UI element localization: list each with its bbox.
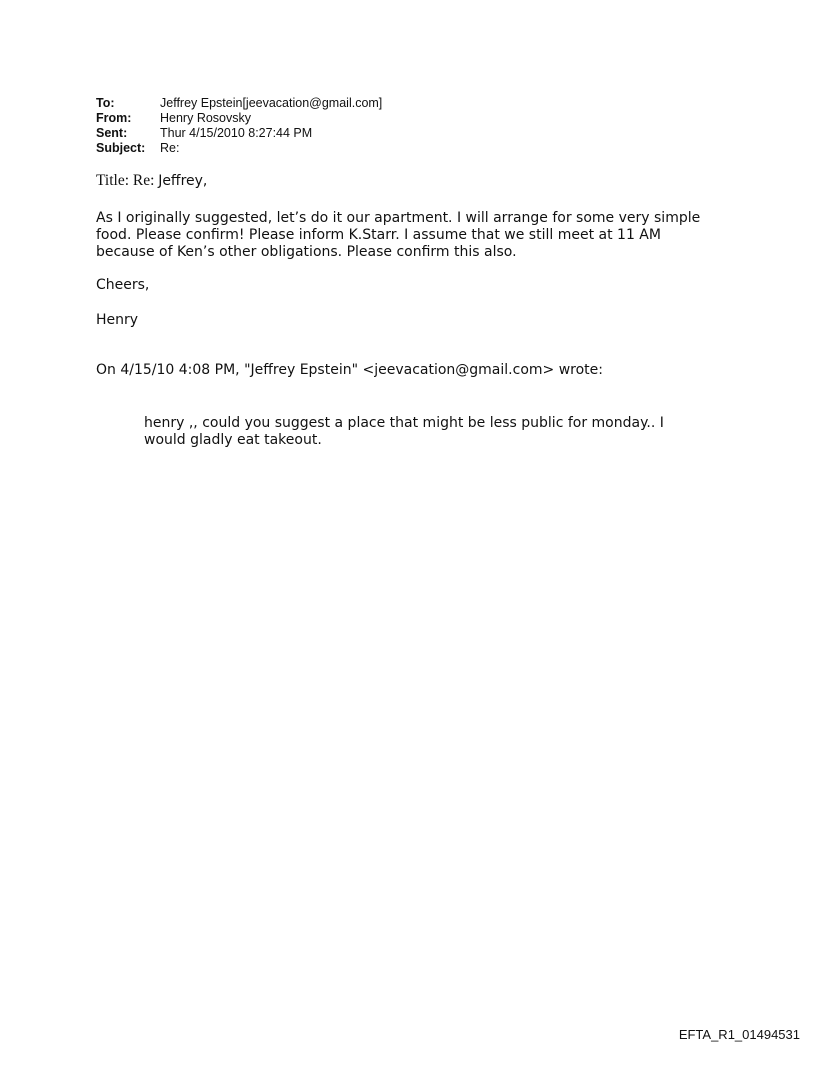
header-row-from <box>96 111 382 126</box>
header-row-subject <box>96 141 382 156</box>
message-signature: Henry <box>96 312 139 328</box>
header-value-sent: Thur 4/15/2010 8:27:44 PM <box>160 126 313 140</box>
message-title-prefix: Title: Re: <box>96 172 155 189</box>
paragraph-line: food. Please confirm! Please inform K.Starr. I assume that we still meet at 11 AM <box>96 227 661 243</box>
email-header <box>96 96 382 156</box>
quoted-line: henry ,, could you suggest a place that might be less public for monday.. I <box>144 415 664 431</box>
quoted-line: would gladly eat takeout. <box>144 432 322 448</box>
paragraph-line: because of Ken’s other obligations. Please confirm this also. <box>96 244 517 260</box>
document-id: EFTA_R1_01494531 <box>678 1027 800 1042</box>
message-greeting: Jeffrey, <box>158 173 208 189</box>
quoted-message <box>144 415 664 449</box>
message-paragraph <box>96 210 700 261</box>
message-closing: Cheers, <box>96 277 150 293</box>
header-row-sent <box>96 126 382 141</box>
header-label-sent: Sent: <box>96 126 128 140</box>
message-title-line <box>96 172 207 190</box>
header-label-subject: Subject: <box>96 141 146 155</box>
header-value-subject: Re: <box>160 141 180 155</box>
paragraph-line: As I originally suggested, let’s do it our apartment. I will arrange for some very simple <box>96 210 701 226</box>
header-value-from: Henry Rosovsky <box>160 111 251 125</box>
header-row-to <box>96 96 382 111</box>
header-label-from: From: <box>96 111 132 125</box>
reply-header: On 4/15/10 4:08 PM, "Jeffrey Epstein" <jeevacation@gmail.com> wrote: <box>96 362 603 378</box>
header-label-to: To: <box>96 96 115 110</box>
header-value-to: Jeffrey Epstein[jeevacation@gmail.com] <box>160 96 383 110</box>
